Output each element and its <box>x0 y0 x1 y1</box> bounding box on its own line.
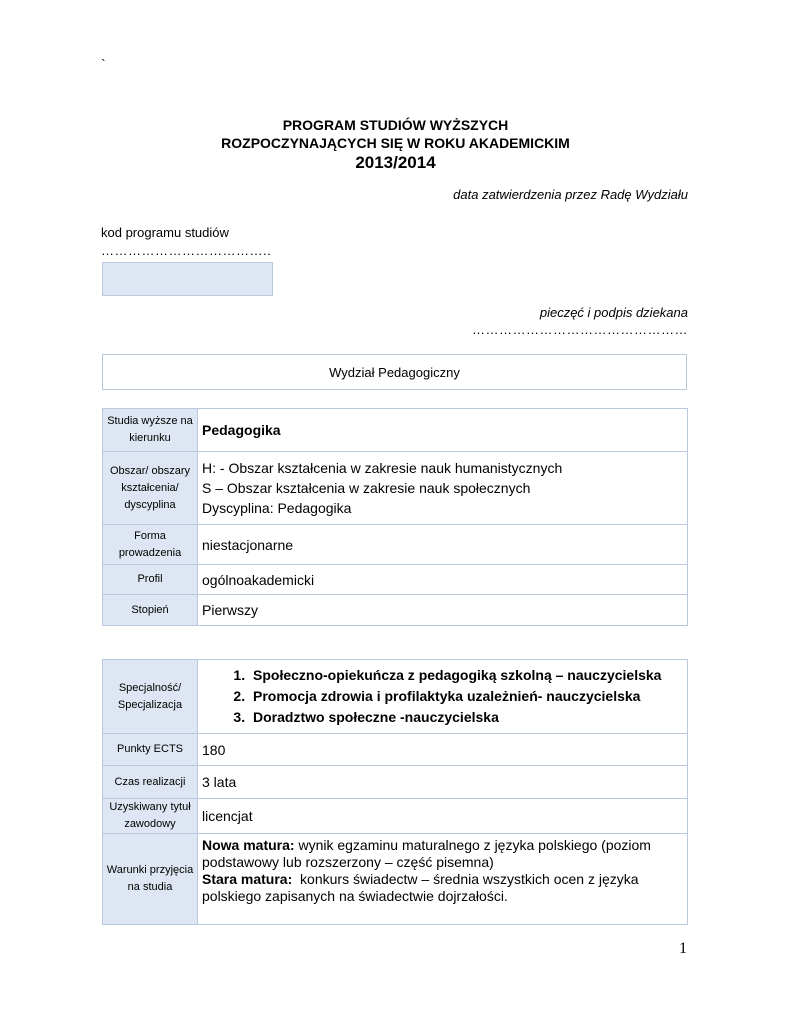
table-row <box>103 525 688 565</box>
admission-new-text: wynik egzaminu maturalnego z języka polskiego (poziom podstawowy lub rozszerzony – część pisemna) <box>202 837 651 870</box>
table-row <box>103 660 688 734</box>
field-label: Obszar/ obszary kształcenia/ dyscyplina <box>103 452 198 525</box>
field-label: Punkty ECTS <box>103 734 198 766</box>
table-row <box>103 565 688 595</box>
faculty-name: Wydział Pedagogiczny <box>329 364 460 380</box>
field-label: Warunki przyjęcia na studia <box>103 834 198 925</box>
field-label: Studia wyższe na kierunku <box>103 409 198 452</box>
field-label: Czas realizacji <box>103 766 198 799</box>
field-specializations <box>198 660 688 734</box>
page-number: 1 <box>679 940 687 957</box>
field-label: Profil <box>103 565 198 595</box>
program-info-table <box>102 408 688 626</box>
table-row <box>103 409 688 452</box>
field-label: Stopień <box>103 595 198 626</box>
faculty-box <box>102 354 687 390</box>
stamp-dots: ………………………………………… <box>472 322 688 337</box>
area-line: S – Obszar kształcenia w zakresie nauk społecznych <box>202 480 531 496</box>
field-duration: 3 lata <box>198 766 688 799</box>
program-title-line2: ROZPOCZYNAJĄCYCH SIĘ W ROKU AKADEMICKIM <box>221 135 570 151</box>
list-item: 3. Doradztwo społeczne -nauczycielska <box>249 707 687 728</box>
field-form: niestacjonarne <box>198 525 688 565</box>
field-title: licencjat <box>198 799 688 834</box>
area-line: H: - Obszar kształcenia w zakresie nauk humanistycznych <box>202 460 563 476</box>
program-title-line1: PROGRAM STUDIÓW WYŻSZYCH <box>282 117 509 133</box>
field-degree-level: Pierwszy <box>198 595 688 626</box>
area-line: Dyscyplina: Pedagogika <box>202 500 352 516</box>
table-row <box>103 766 688 799</box>
stamp-label: pieczęć i podpis dziekana <box>539 305 688 320</box>
specialization-list <box>202 665 687 728</box>
table-row <box>103 734 688 766</box>
field-profile: ogólnoakademicki <box>198 565 688 595</box>
list-item: 1. Społeczno-opiekuńcza z pedagogiką szkolną – nauczycielska <box>249 665 687 686</box>
field-major: Pedagogika <box>198 409 688 452</box>
list-item: 2. Promocja zdrowia i profilaktyka uzależnień- nauczycielska <box>249 686 687 707</box>
program-code-field[interactable] <box>102 262 273 296</box>
top-mark: ` <box>101 56 106 72</box>
program-code-label: kod programu studiów <box>101 225 229 240</box>
academic-year: 2013/2014 <box>355 153 436 172</box>
field-ects: 180 <box>198 734 688 766</box>
table-row <box>103 799 688 834</box>
field-label: Specjalność/ Specjalizacja <box>103 660 198 734</box>
program-code-dots: ……………………………….. <box>101 243 272 258</box>
table-row <box>103 452 688 525</box>
admission-old-label: Stara matura: <box>202 871 293 887</box>
approval-date-label: data zatwierdzenia przez Radę Wydziału <box>453 187 688 202</box>
field-label: Uzyskiwany tytuł zawodowy <box>103 799 198 834</box>
table-row <box>103 595 688 626</box>
admission-new-label: Nowa matura: <box>202 837 295 853</box>
table-row <box>103 834 688 925</box>
study-details-table <box>102 659 688 925</box>
admission-old-text: konkurs świadectw – średnia wszystkich ocen z języka polskiego zapisanych na świadectwie dojrzałości. <box>202 871 643 904</box>
field-areas <box>198 452 688 525</box>
field-label: Forma prowadzenia <box>103 525 198 565</box>
field-admission <box>198 834 688 925</box>
admission-old <box>202 871 683 905</box>
admission-new <box>202 837 683 871</box>
